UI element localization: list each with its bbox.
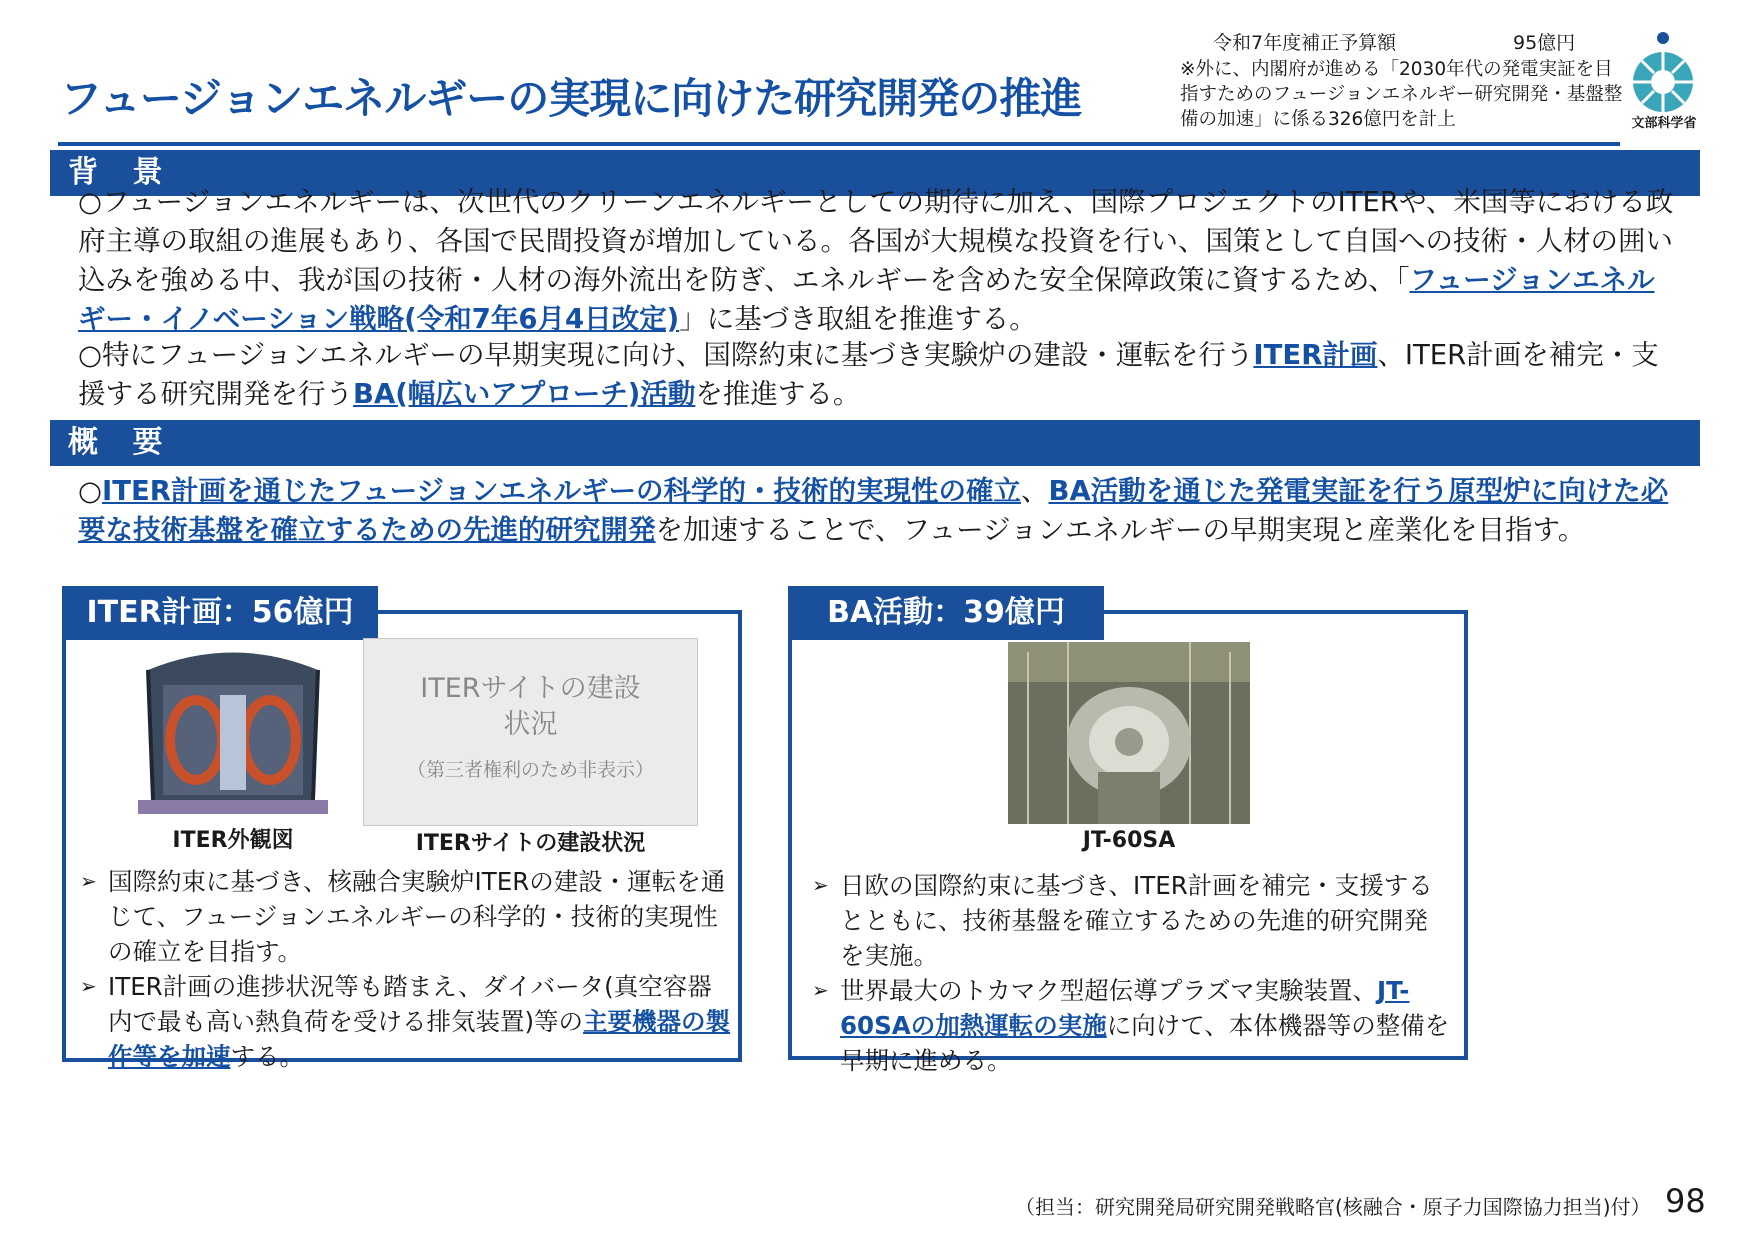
jt60sa-caption: JT-60SA [1082, 828, 1176, 853]
ministry-name: 文部科学省 [1631, 116, 1697, 131]
contact-note: （担当：研究開発局研究開発戦略官(核融合・原子力国際協力担当)付） [1015, 1195, 1651, 1219]
section-heading-overview: 概 要 [50, 420, 1700, 466]
ba-bullets [812, 868, 1452, 1078]
iter-link[interactable]: ITER計画 [1253, 339, 1378, 371]
budget-summary [1213, 28, 1603, 55]
strategy-link[interactable]: フュージョンエネルギー・イノベーション戦略(令和7年6月4日改定) [78, 264, 1655, 335]
overview-paragraph: ○ITER計画を通じたフュージョンエネルギーの科学的・技術的実現性の確立、BA活動を通じた発電実証を行う原型炉に向けた必要な技術基盤を確立するための先進的研究開発を加速することで、フュージョンエネルギーの早期実現と産業化を目指す。 [78, 475, 1669, 546]
arrow-bullet-icon: ➢ [812, 873, 829, 897]
iter-site-image-placeholder: ITERサイトの建設 状況 （第三者権利のため非表示） [363, 638, 698, 826]
iter-exterior-image [128, 640, 338, 820]
iter-equipment-link[interactable]: 主要機器の製作等を加速 [108, 1007, 731, 1071]
iter-tab: ITER計画：56億円 [62, 586, 378, 640]
ba-goal-link[interactable]: BA活動を通じた発電実証を行う原型炉に向けた必要な技術基盤を確立するための先進的研究開発 [78, 475, 1669, 546]
arrow-bullet-icon: ➢ [812, 978, 829, 1002]
background-paragraph-1: ○フュージョンエネルギーは、次世代のクリーンエネルギーとしての期待に加え、国際プロジェクトのITERや、米国等における政府主導の取組の進展もあり、各国で民間投資が増加している。各国が大規模な投資を行い、国策として自国への技術・人材の囲い込みを強める中、我が国の技術・人材の海外流出を防ぎ、エネルギーを含めた安全保障政策に資するため、「フュージョンエネルギー・イノベーション戦略(令和7年6月4日改定)」に基づき取組を推進する。 [78, 186, 1674, 335]
section-heading-background: 背 景 [50, 150, 1700, 196]
list-item: ➢ 日欧の国際約束に基づき、ITER計画を補完・支援するとともに、技術基盤を確立するための先進的研究開発を実施。 [812, 868, 1452, 973]
iter-bullets [80, 864, 735, 1074]
title-underline [58, 142, 1620, 146]
jt60sa-image [1008, 642, 1250, 824]
arrow-bullet-icon: ➢ [80, 974, 97, 998]
budget-label: 令和7年度補正予算額 [1213, 32, 1397, 54]
page-number: 98 [1665, 1182, 1706, 1220]
page-title: フュージョンエネルギーの実現に向けた研究開発の推進 [60, 74, 1082, 123]
list-item: ➢ 国際約束に基づき、核融合実験炉ITERの建設・運転を通じて、フュージョンエネルギーの科学的・技術的実現性の確立を目指す。 [80, 864, 735, 969]
iter-goal-link[interactable]: ITER計画を通じたフュージョンエネルギーの科学的・技術的実現性の確立 [102, 475, 1021, 507]
arrow-bullet-icon: ➢ [80, 869, 97, 893]
jt60sa-link[interactable]: JT-60SAの加熱運転の実施 [840, 976, 1410, 1040]
list-item: ➢ 世界最大のトカマク型超伝導プラズマ実験装置、JT-60SAの加熱運転の実施に向けて、本体機器等の整備を早期に進める。 [812, 973, 1452, 1078]
background-paragraph-2: ○特にフュージョンエネルギーの早期実現に向け、国際約束に基づき実験炉の建設・運転を行うITER計画、ITER計画を補完・支援する研究開発を行うBA(幅広いアプローチ)活動を推進する。 [78, 339, 1659, 410]
budget-amount: 95億円 [1513, 32, 1576, 54]
iter-site-caption: ITERサイトの建設状況 [415, 831, 646, 856]
list-item: ➢ ITER計画の進捗状況等も踏まえ、ダイバータ(真空容器内で最も高い熱負荷を受ける排気装置)等の主要機器の製作等を加速する。 [80, 969, 735, 1074]
budget-note: ※外に、内閣府が進める「2030年代の発電実証を目指すためのフュージョンエネルギー研究開発・基盤整備の加速」に係る326億円を計上 [1180, 59, 1623, 130]
iter-exterior-caption: ITER外観図 [172, 828, 294, 853]
ba-tab: BA活動：39億円 [788, 586, 1104, 640]
ba-link[interactable]: BA(幅広いアプローチ)活動 [353, 378, 696, 410]
